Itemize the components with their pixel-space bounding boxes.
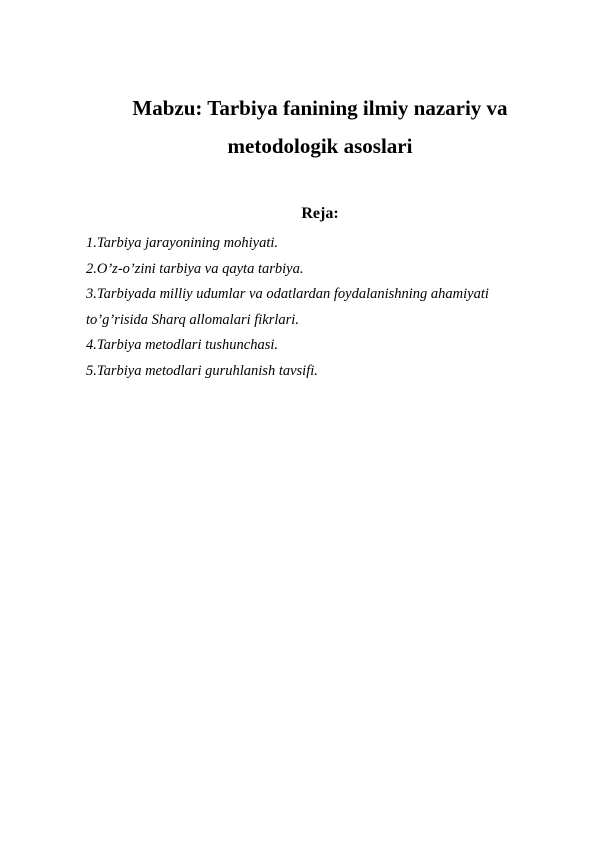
plan-item-number: 1. <box>86 235 97 251</box>
plan-heading: Reja: <box>301 205 339 222</box>
plan-item-4 <box>86 333 556 359</box>
plan-item-2 <box>86 257 556 283</box>
plan-item-5 <box>86 359 556 385</box>
plan-item-number: 4. <box>86 337 97 353</box>
document-title-line-2: metodologik asoslari <box>227 134 413 158</box>
plan-item-number: 5. <box>86 362 97 379</box>
plan-item-text: Tarbiya jarayonining mohiyati. <box>96 235 278 251</box>
plan-item-number: 3. <box>86 286 97 302</box>
plan-item-text: Tarbiyada milliy udumlar va odatlardan foydalanishning ahamiyati <box>96 286 489 302</box>
plan-item-text-continuation: to’g’risida Sharq allomalari fikrlari. <box>86 311 299 328</box>
plan-item-text: Tarbiya metodlari tushunchasi. <box>96 337 279 353</box>
plan-item-text: Tarbiya metodlari guruhlanish tavsifi. <box>96 362 318 379</box>
plan-item-text: O’z-o’zini tarbiya va qayta tarbiya. <box>96 260 304 277</box>
document-title-line-1: Mabzu: Tarbiya fanining ilmiy nazariy va <box>132 96 508 120</box>
plan-item-1 <box>86 231 556 257</box>
plan-list <box>86 231 556 384</box>
plan-item-3 <box>86 282 556 333</box>
plan-item-number: 2. <box>86 260 97 277</box>
